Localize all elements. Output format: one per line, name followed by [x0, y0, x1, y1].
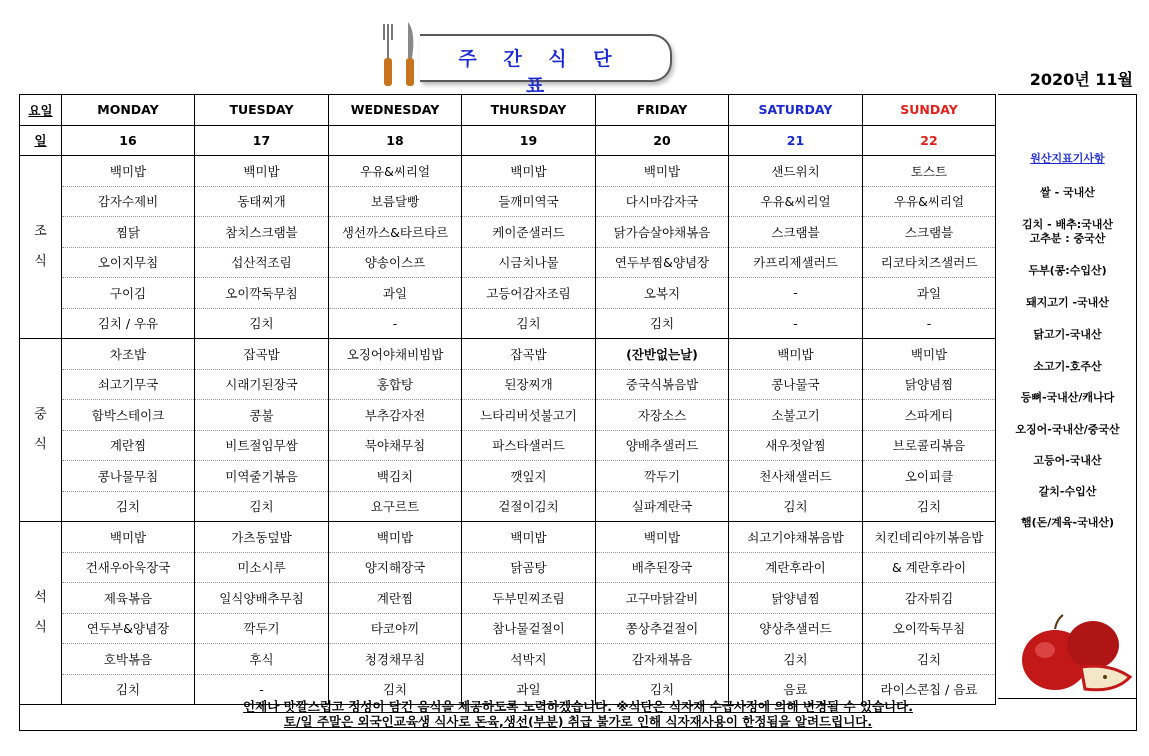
- origin-item: 두부(콩:수입산): [1028, 264, 1107, 277]
- origin-item: 닭고기-국내산: [1033, 328, 1102, 341]
- meal-label-bottom: 식: [34, 620, 47, 635]
- menu-cell: 백미밥: [462, 156, 596, 187]
- menu-cell: 우유&씨리얼: [329, 156, 462, 187]
- menu-cell: 시래기된장국: [195, 369, 329, 400]
- apple-image: [1015, 605, 1135, 695]
- meal-label: [20, 156, 62, 339]
- menu-cell: 석박지: [462, 644, 596, 675]
- menu-row: [20, 552, 996, 583]
- menu-cell: 백미밥: [729, 339, 863, 370]
- menu-cell: 참나물겉절이: [462, 613, 596, 644]
- menu-cell: 연두부&양념장: [62, 613, 195, 644]
- menu-cell: 잡곡밥: [462, 339, 596, 370]
- menu-row: [20, 430, 996, 461]
- menu-cell: 토스트: [863, 156, 996, 187]
- menu-cell: 오징어야채비빔밥: [329, 339, 462, 370]
- menu-cell: 스크램블: [863, 217, 996, 248]
- menu-cell: 연두부찜&양념장: [596, 247, 729, 278]
- menu-cell: 고등어감자조림: [462, 278, 596, 309]
- menu-cell: & 계란후라이: [863, 552, 996, 583]
- menu-row: [20, 461, 996, 492]
- menu-cell: 스파게티: [863, 400, 996, 431]
- menu-cell: 계란후라이: [729, 552, 863, 583]
- menu-cell: 라이스콘칩 / 음료: [863, 674, 996, 705]
- menu-cell: 미역줄기볶음: [195, 461, 329, 492]
- menu-cell: 요구르트: [329, 491, 462, 522]
- menu-cell: 타코야끼: [329, 613, 462, 644]
- menu-cell: 자장소스: [596, 400, 729, 431]
- menu-cell: 백미밥: [62, 156, 195, 187]
- menu-cell: 김치: [462, 308, 596, 339]
- menu-cell: 묵야채무침: [329, 430, 462, 461]
- menu-cell: 보름달빵: [329, 186, 462, 217]
- meal-label-top: 조: [34, 224, 47, 239]
- menu-row: [20, 583, 996, 614]
- menu-cell: 김치: [729, 491, 863, 522]
- menu-cell: 스크램블: [729, 217, 863, 248]
- menu-cell: -: [329, 308, 462, 339]
- menu-cell: 우유&씨리얼: [729, 186, 863, 217]
- menu-cell: 콩나물무침: [62, 461, 195, 492]
- menu-row: [20, 613, 996, 644]
- menu-cell: 비트절임무쌈: [195, 430, 329, 461]
- meal-label-bottom: 식: [34, 437, 47, 452]
- menu-cell: 깍두기: [596, 461, 729, 492]
- menu-cell: 쇠고기야채볶음밥: [729, 522, 863, 553]
- menu-cell: 동태찌개: [195, 186, 329, 217]
- menu-cell: 깍두기: [195, 613, 329, 644]
- menu-cell: 과일: [329, 278, 462, 309]
- menu-cell: 함박스테이크: [62, 400, 195, 431]
- menu-cell: -: [729, 308, 863, 339]
- menu-cell: 백미밥: [596, 522, 729, 553]
- footer-notice: [19, 699, 1137, 731]
- menu-cell: 리코타치즈샐러드: [863, 247, 996, 278]
- menu-cell: 백미밥: [195, 156, 329, 187]
- menu-cell: 오이깍둑무침: [863, 613, 996, 644]
- menu-cell: 김치: [62, 491, 195, 522]
- day-header: FRIDAY: [596, 95, 729, 126]
- menu-cell: 양배추샐러드: [596, 430, 729, 461]
- menu-cell: 시금치나물: [462, 247, 596, 278]
- menu-cell: 양상추샐러드: [729, 613, 863, 644]
- menu-cell: 감자채볶음: [596, 644, 729, 675]
- menu-cell: 느타리버섯불고기: [462, 400, 596, 431]
- menu-cell: 배추된장국: [596, 552, 729, 583]
- menu-cell: 생선까스&타르타르: [329, 217, 462, 248]
- menu-cell: 김치: [596, 674, 729, 705]
- date-header: 18: [329, 125, 462, 156]
- menu-cell: 들깨미역국: [462, 186, 596, 217]
- footer-line-2: 토/일 주말은 외국인교육생 식사로 돈육,생선(부분) 취급 불가로 인해 식자재사용이 한정됨을 알려드립니다.: [283, 714, 873, 729]
- menu-cell: 백미밥: [596, 156, 729, 187]
- menu-row: [20, 156, 996, 187]
- date-label: 일: [20, 125, 62, 156]
- menu-cell: 닭가슴살야채볶음: [596, 217, 729, 248]
- menu-cell: -: [195, 674, 329, 705]
- menu-cell: 브로콜리볶음: [863, 430, 996, 461]
- date-header: 16: [62, 125, 195, 156]
- menu-cell: 계란찜: [62, 430, 195, 461]
- menu-cell: 미소시루: [195, 552, 329, 583]
- menu-cell: 김치 / 우유: [62, 308, 195, 339]
- menu-row: [20, 491, 996, 522]
- origin-item: 김치 - 배추:국내산: [1021, 218, 1113, 231]
- menu-cell: 과일: [863, 278, 996, 309]
- day-header: MONDAY: [62, 95, 195, 126]
- menu-row: [20, 369, 996, 400]
- menu-cell: 쫑상추겉절이: [596, 613, 729, 644]
- origin-item: 등뼈-국내산/캐나다: [1020, 391, 1115, 404]
- origin-item: 쌀 - 국내산: [1040, 186, 1095, 199]
- origin-title: 원산지표기사항: [1030, 152, 1105, 165]
- menu-cell: 오이깍둑무침: [195, 278, 329, 309]
- menu-cell: 오복지: [596, 278, 729, 309]
- menu-cell: 부추감자전: [329, 400, 462, 431]
- meal-label-bottom: 식: [34, 254, 47, 269]
- menu-cell: 양송이스프: [329, 247, 462, 278]
- menu-cell: 고구마닭갈비: [596, 583, 729, 614]
- day-header: WEDNESDAY: [329, 95, 462, 126]
- origin-item: 고추분 : 중국산: [1029, 232, 1106, 245]
- menu-cell: 우유&씨리얼: [863, 186, 996, 217]
- year-month: 2020년 11월: [1029, 70, 1133, 89]
- menu-cell: 두부민찌조림: [462, 583, 596, 614]
- menu-cell: 케이준샐러드: [462, 217, 596, 248]
- menu-cell: 닭양념찜: [729, 583, 863, 614]
- menu-cell: 백미밥: [863, 339, 996, 370]
- menu-cell: 계란찜: [329, 583, 462, 614]
- menu-cell: 백김치: [329, 461, 462, 492]
- menu-row: [20, 308, 996, 339]
- menu-cell: 후식: [195, 644, 329, 675]
- menu-cell: 콩나물국: [729, 369, 863, 400]
- menu-cell: 감자수제비: [62, 186, 195, 217]
- menu-cell: 찜닭: [62, 217, 195, 248]
- menu-row: [20, 278, 996, 309]
- menu-cell: 일식양배추무침: [195, 583, 329, 614]
- menu-cell: 구이김: [62, 278, 195, 309]
- menu-cell: 김치: [329, 674, 462, 705]
- menu-cell: 가츠동덮밥: [195, 522, 329, 553]
- menu-row: [20, 217, 996, 248]
- day-header: SATURDAY: [729, 95, 863, 126]
- menu-cell: 콩불: [195, 400, 329, 431]
- menu-cell: -: [863, 308, 996, 339]
- menu-cell: 새우젓알찜: [729, 430, 863, 461]
- menu-row: [20, 339, 996, 370]
- menu-cell: 호박볶음: [62, 644, 195, 675]
- menu-cell: 잡곡밥: [195, 339, 329, 370]
- menu-cell: 닭양념찜: [863, 369, 996, 400]
- menu-row: [20, 400, 996, 431]
- menu-cell: 차조밥: [62, 339, 195, 370]
- date-header: 17: [195, 125, 329, 156]
- menu-cell: 깻잎지: [462, 461, 596, 492]
- menu-cell: 오이피클: [863, 461, 996, 492]
- menu-cell: 오이지무침: [62, 247, 195, 278]
- date-header: 19: [462, 125, 596, 156]
- footer-line-1: 언제나 맛깔스럽고 정성이 담긴 음식을 제공하도록 노력하겠습니다. ※식단은 식자재 수급사정에 의해 변경될 수 있습니다.: [243, 699, 913, 714]
- meal-label: [20, 522, 62, 705]
- menu-cell: 건새우아욱장국: [62, 552, 195, 583]
- meal-label: [20, 339, 62, 522]
- day-label: 요일: [20, 95, 62, 126]
- menu-cell: 쇠고기무국: [62, 369, 195, 400]
- menu-cell: 김치: [596, 308, 729, 339]
- menu-cell: 과일: [462, 674, 596, 705]
- date-header: 22: [863, 125, 996, 156]
- menu-cell: 음료: [729, 674, 863, 705]
- menu-cell: 김치: [195, 308, 329, 339]
- menu-cell: 참치스크램블: [195, 217, 329, 248]
- menu-cell: 섭산적조림: [195, 247, 329, 278]
- menu-cell: -: [729, 278, 863, 309]
- origin-item: 햄(돈/계육-국내산): [1020, 516, 1115, 529]
- day-header-row: [20, 95, 996, 126]
- origin-item: 고등어-국내산: [1033, 454, 1102, 467]
- menu-cell: 제육볶음: [62, 583, 195, 614]
- menu-cell: 홍합탕: [329, 369, 462, 400]
- origin-item: 갈치-수입산: [1038, 485, 1097, 498]
- menu-cell: 소불고기: [729, 400, 863, 431]
- menu-cell: 김치: [729, 644, 863, 675]
- menu-cell: 감자튀김: [863, 583, 996, 614]
- menu-row: [20, 247, 996, 278]
- menu-cell: 김치: [62, 674, 195, 705]
- menu-cell: 김치: [863, 491, 996, 522]
- menu-cell: 중국식볶음밥: [596, 369, 729, 400]
- menu-cell: (잔반없는날): [596, 339, 729, 370]
- origin-item: 오징어-국내산/중국산: [1015, 423, 1120, 436]
- date-header: 21: [729, 125, 863, 156]
- meal-label-top: 중: [34, 407, 47, 422]
- menu-cell: 백미밥: [462, 522, 596, 553]
- menu-cell: 닭곰탕: [462, 552, 596, 583]
- menu-cell: 된장찌개: [462, 369, 596, 400]
- origin-item: 돼지고기 -국내산: [1026, 296, 1109, 309]
- menu-cell: 겉절이김치: [462, 491, 596, 522]
- menu-cell: 치킨데리야끼볶음밥: [863, 522, 996, 553]
- menu-cell: 청경채무침: [329, 644, 462, 675]
- menu-table: [19, 94, 996, 705]
- day-header: TUESDAY: [195, 95, 329, 126]
- origin-item: 소고기-호주산: [1033, 360, 1102, 373]
- menu-cell: 백미밥: [62, 522, 195, 553]
- date-header-row: [20, 125, 996, 156]
- page-title: 주 간 식 단 표: [458, 48, 622, 97]
- meal-label-top: 석: [34, 590, 47, 605]
- menu-row: [20, 186, 996, 217]
- menu-cell: 파스타샐러드: [462, 430, 596, 461]
- date-header: 20: [596, 125, 729, 156]
- menu-cell: 다시마감자국: [596, 186, 729, 217]
- menu-cell: 실파계란국: [596, 491, 729, 522]
- menu-row: [20, 522, 996, 553]
- day-header: THURSDAY: [462, 95, 596, 126]
- menu-cell: 천사채샐러드: [729, 461, 863, 492]
- menu-cell: 샌드위치: [729, 156, 863, 187]
- menu-cell: 양지해장국: [329, 552, 462, 583]
- day-header: SUNDAY: [863, 95, 996, 126]
- menu-cell: 김치: [195, 491, 329, 522]
- menu-row: [20, 644, 996, 675]
- menu-cell: 카프리제샐러드: [729, 247, 863, 278]
- menu-cell: 백미밥: [329, 522, 462, 553]
- menu-cell: 김치: [863, 644, 996, 675]
